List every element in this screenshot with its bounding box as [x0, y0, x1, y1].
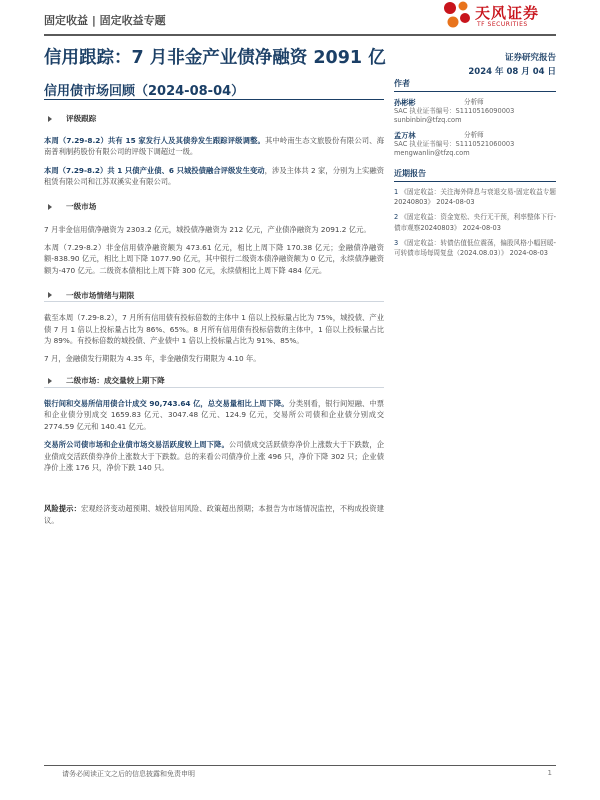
logo-text-cn: 天风证券 — [475, 4, 540, 22]
subtitle-underline — [44, 99, 384, 100]
primary-paragraph-2: 本周（7.29-8.2）非金信用债净融资额为 473.61 亿元，相比上周下降 170.38 亿元；金融债净融资额-838.90 亿元，相比上周下降 1077.90 亿元，其中银行二级资本债净融资额为 0 亿元，永续债净融资额为-470 亿元。二级资本债相比上周下降 300 亿元，永续债相比上周下降 484 亿元。 — [44, 243, 384, 275]
triangle-bullet-icon — [48, 292, 52, 298]
author-role: 分析师 — [464, 98, 484, 106]
section-heading-sentiment: 一级市场情绪与期限 — [44, 289, 384, 302]
recent-report-link[interactable]: 1 《固定收益：关注海外降息与衰退交易-固定收益专题 20240803》 2024-08-03 — [394, 188, 556, 207]
recent-report-link[interactable]: 3 《固定收益：转债估值低位震荡，偏股风格小幅回暖-可转债市场每周复盘（2024.08.03）》 2024-08-03 — [394, 238, 556, 258]
company-logo[interactable] — [441, 0, 561, 32]
sidebar — [394, 78, 556, 258]
section-heading-secondary: 二级市场：成交量较上期下降 — [44, 375, 384, 388]
secondary-paragraph-1: 银行间和交易所信用债合计成交 90,743.64 亿，总交易量相比上周下降。分类别看，银行间短融、中票和企业债分别成交 1659.83 亿元、3047.48 亿元、124.9 亿元，交易所公司债和企业债分别成交 2774.59 亿元和 140.41 亿元。 — [44, 398, 384, 431]
primary-paragraph-1: 7 月非金信用债净融资为 2303.2 亿元，城投债净融资为 212 亿元，产业债净融资为 2091.2 亿元。 — [44, 224, 371, 234]
page-subtitle: 信用债市场回顾（2024-08-04） — [44, 84, 245, 99]
page-title: 信用跟踪：7 月非金产业债净融资 2091 亿 — [44, 48, 386, 68]
author-email[interactable]: mengwanlin@tfzq.com — [394, 149, 470, 157]
authors-heading: 作者 — [394, 78, 556, 92]
author-card — [394, 98, 556, 125]
report-type: 证券研究报告 — [504, 53, 556, 63]
section-heading-rating: 评级跟踪 — [44, 112, 384, 125]
rating-paragraph-2: 本周（7.29-8.2）共 1 只债产业债、6 只城投债融合评级发生变动，涉及主体共 2 家，分别为上实融资租赁有限公司和江苏双溪实业有限公司。 — [44, 165, 385, 187]
author-name: 孟万林 — [394, 131, 416, 140]
triangle-bullet-icon — [48, 378, 52, 384]
secondary-paragraph-2: 交易所公司债市场和企业债市场交易活跃度较上周下降。公司债成交活跃债券净价上涨数大于下跌数，企业债成交活跃债券净价上涨数大于下跌数。总的来看公司债净价上涨 496 只，净价下降 302 只；企业债净价上涨 176 只，净价下跌 140 只。 — [44, 440, 385, 472]
footer-disclaimer: 请务必阅读正文之后的信息披露和免责申明 — [62, 770, 195, 778]
author-card — [394, 131, 556, 158]
author-sac: SAC 执业证书编号：S1110521060003 — [394, 140, 515, 148]
page-number: 1 — [547, 769, 552, 777]
sentiment-paragraph-2: 7 月，金融债发行期限为 4.35 年，非金融债发行期限为 4.10 年。 — [44, 354, 261, 364]
author-role: 分析师 — [464, 131, 484, 139]
footer-divider — [44, 765, 556, 766]
logo-text-en: TF SECURITIES — [477, 21, 528, 28]
report-category: 固定收益 | 固定收益专题 — [44, 14, 166, 27]
report-date: 2024 年 08 月 04 日 — [468, 67, 556, 77]
section-heading-primary: 一级市场 — [44, 201, 384, 214]
rating-paragraph-1: 本周（7.29-8.2）共有 15 家发行人及其债券发生跟踪评级调整。其中岭南生态文旅股份有限公司、海南普利制药股份有限公司的评级下调超过一级。 — [44, 136, 384, 157]
author-sac: SAC 执业证书编号：S1110516090003 — [394, 107, 515, 115]
tf-logo-icon — [441, 0, 473, 30]
author-email[interactable]: sunbinbin@tfzq.com — [394, 116, 462, 124]
sentiment-paragraph-1: 截至本周（7.29-8.2），7 月所有信用债有投标倍数的主体中 1 倍以上投标量占比为 75%，城投债、产业债 7 月 1 倍以上投标量占比为 86%、65%。8 月所有信用债有投标倍数的主体中，1 倍以上投标量占比为 89%。有投标倍数的城投债、产业债中 1 倍以上投标量占比为 91%、85%。 — [44, 313, 384, 346]
author-name: 孙彬彬 — [394, 98, 416, 107]
risk-warning: 风险提示：宏观经济变动超预期、城投信用风险、政策超出预期；本报告为市场情况监控，不构成投资建议。 — [44, 504, 384, 525]
header-divider — [44, 34, 556, 36]
triangle-bullet-icon — [48, 116, 52, 122]
recent-report-link[interactable]: 2 《固定收益：资金宽松、央行无干预，利率整体下行-债市观察20240803》 2024-08-03 — [394, 213, 556, 232]
triangle-bullet-icon — [48, 204, 52, 210]
main-content — [44, 112, 384, 526]
recent-reports-heading: 近期报告 — [394, 168, 556, 182]
